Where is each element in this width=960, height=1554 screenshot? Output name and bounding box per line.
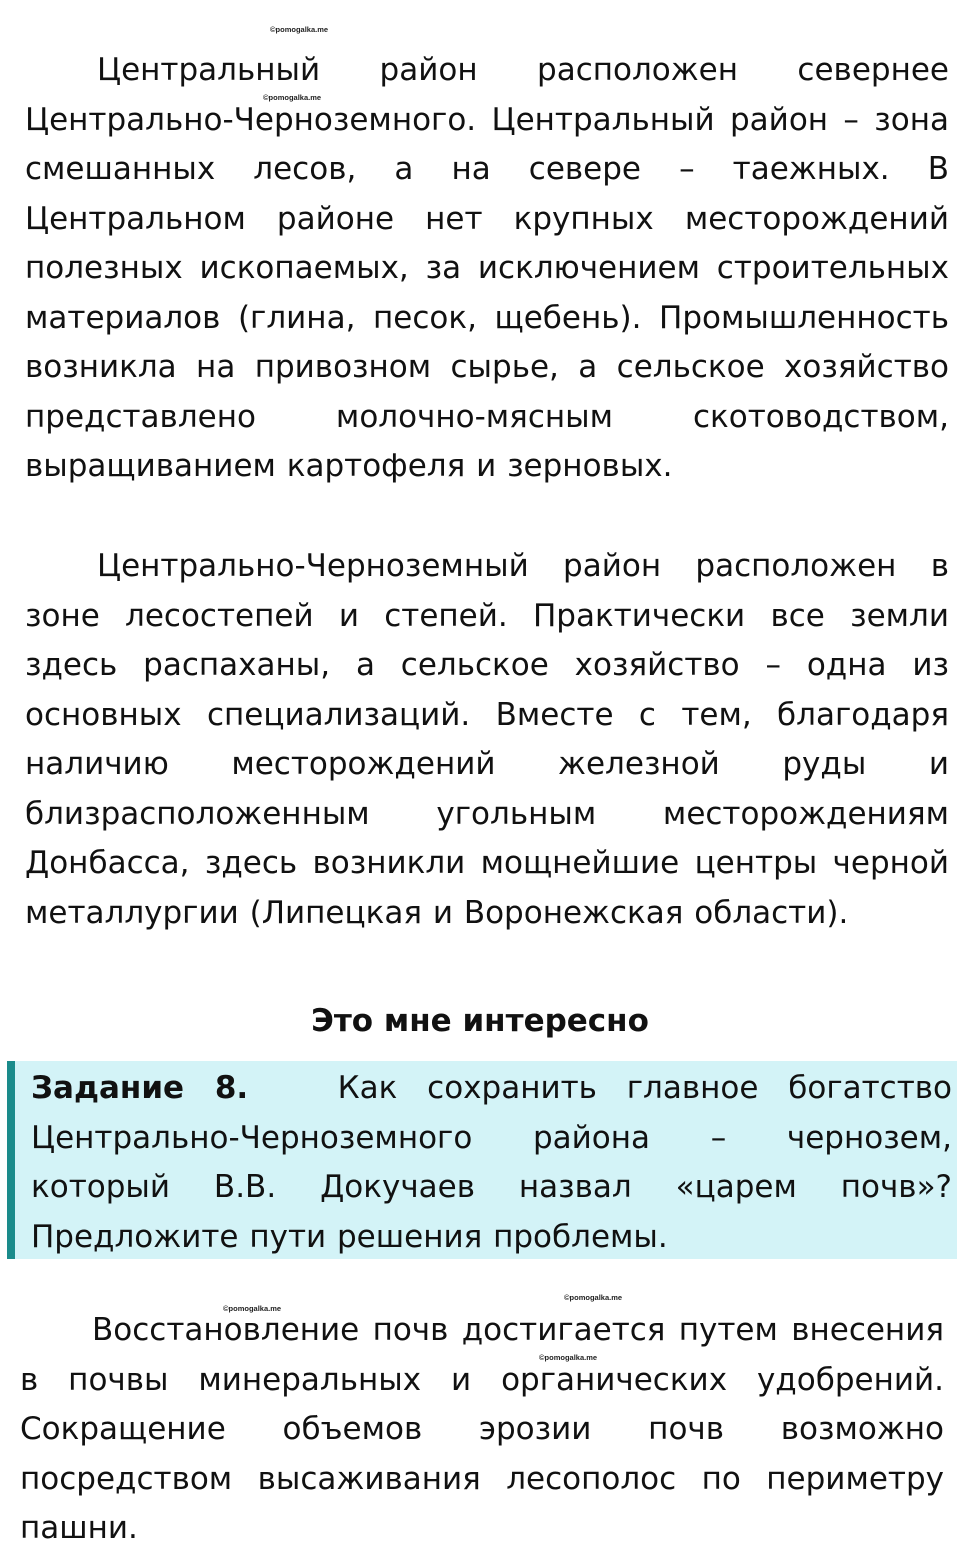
paragraph-central-region: Центральный район расположен севернее Центрально-Черноземного. Центральный район – зона смешанных лесов, а на севере – таежных. В Центральном районе нет крупных месторождений полезных ископаемых, за исключением строительных материалов (глина, песок, щебень). Промышленность возникла на привозном сырье, а сельское хозяйство представлено молочно-мясным скотоводством, выращиванием картофеля и зерновых.	[25, 52, 949, 484]
paragraph-black-earth-region: Центрально-Черноземный район расположен в зоне лесостепей и степей. Практически все земли здесь распаханы, а сельское хозяйство – одна из основных специализаций. Вместе с тем, благодаря наличию месторождений железной руды и близрасположенным угольным месторождениям Донбасса, здесь возникли мощнейшие центры черной металлургии (Липецкая и Воронежская области).	[25, 548, 949, 931]
section-heading: Это мне интересно	[311, 1003, 649, 1039]
watermark: ©pomogalka.me	[564, 1293, 623, 1302]
task-box	[7, 1061, 957, 1259]
watermark: ©pomogalka.me	[263, 93, 322, 102]
paragraph-answer: Восстановление почв достигается путем внесения в почвы минеральных и органических удобрений. Сокращение объемов эрозии почв возможно посредством высаживания лесополос по периметру пашни.	[20, 1312, 944, 1546]
task-text-block	[31, 1064, 952, 1262]
watermark: ©pomogalka.me	[223, 1304, 282, 1313]
task-label: Задание 8.	[31, 1070, 249, 1106]
watermark: ©pomogalka.me	[270, 25, 329, 34]
watermark: ©pomogalka.me	[539, 1353, 598, 1362]
task-question: Как сохранить главное богатство Центрально-Черноземного района – чернозем, который В.В. Докучаев назвал «царем почв»? Предложите пути решения проблемы.	[31, 1070, 953, 1255]
